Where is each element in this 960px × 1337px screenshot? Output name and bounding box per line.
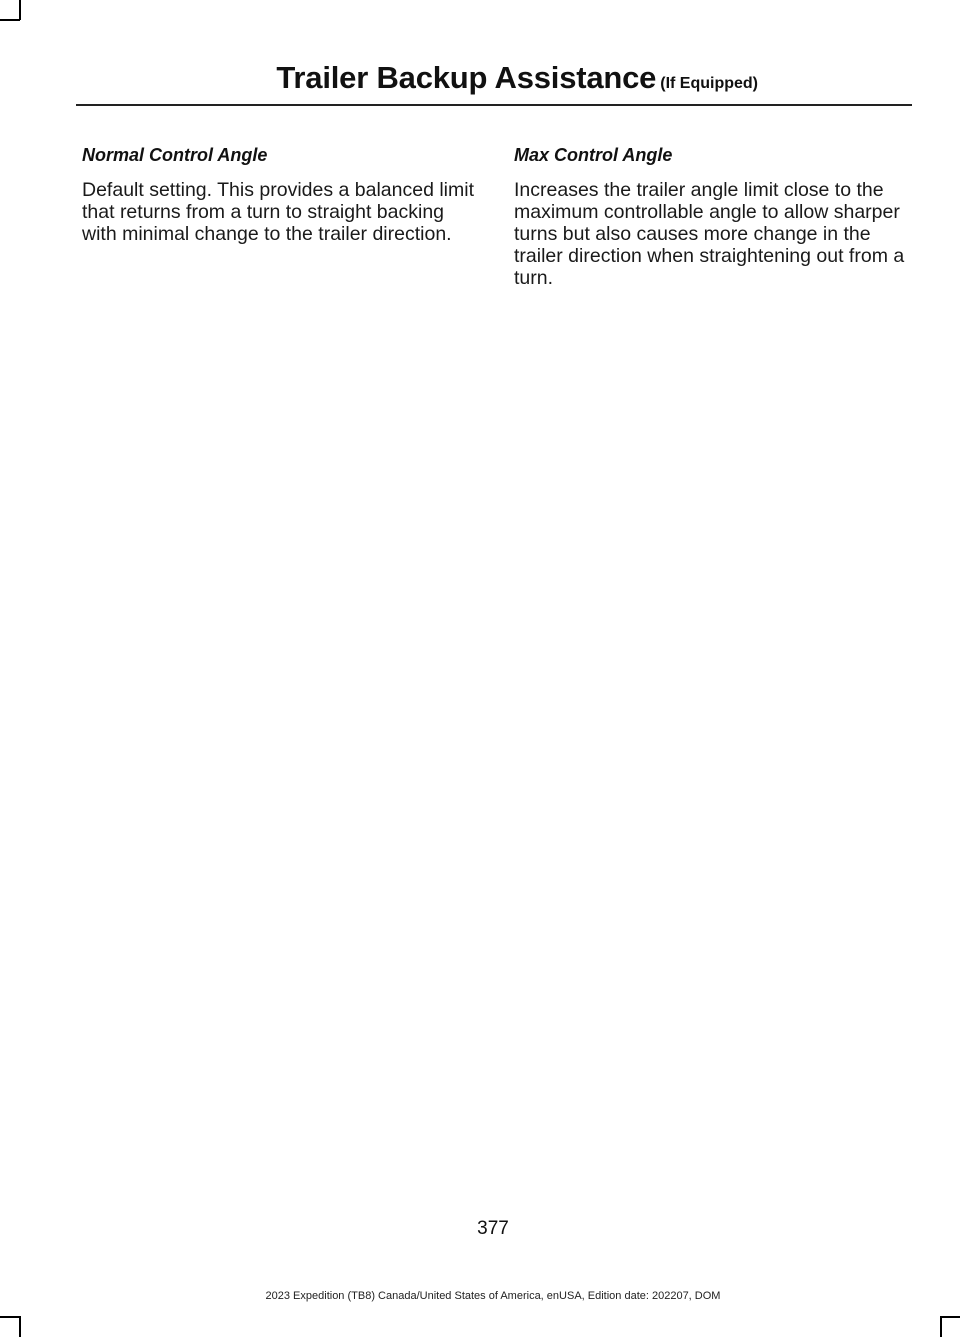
section-body: Default setting. This provides a balanced limit that returns from a turn to straight backing with minimal change to the trailer direction. bbox=[82, 179, 475, 245]
edition-footer: 2023 Expedition (TB8) Canada/United States of America, enUSA, Edition date: 202207, DOM bbox=[265, 1290, 721, 1302]
chapter-qualifier: (If Equipped) bbox=[660, 75, 758, 92]
crop-mark-bottom-right-vertical bbox=[940, 1316, 942, 1337]
section-max-control-angle bbox=[514, 145, 909, 289]
crop-mark-top-left-vertical bbox=[19, 0, 21, 20]
section-heading: Normal Control Angle bbox=[82, 145, 268, 165]
page-header bbox=[276, 60, 758, 96]
chapter-title: Trailer Backup Assistance bbox=[276, 60, 657, 95]
section-heading: Max Control Angle bbox=[514, 145, 673, 165]
crop-mark-bottom-right-horizontal bbox=[940, 1316, 960, 1318]
section-body: Increases the trailer angle limit close to the maximum controllable angle to allow sharper turns but also causes more change in the trailer direction when straightening out from a turn. bbox=[514, 179, 905, 289]
page-number: 377 bbox=[477, 1218, 509, 1239]
section-normal-control-angle bbox=[82, 145, 477, 245]
header-rule bbox=[76, 104, 912, 106]
crop-mark-bottom-left-horizontal bbox=[0, 1316, 20, 1318]
crop-mark-top-left-horizontal bbox=[0, 19, 20, 21]
crop-mark-bottom-left-vertical bbox=[19, 1316, 21, 1337]
